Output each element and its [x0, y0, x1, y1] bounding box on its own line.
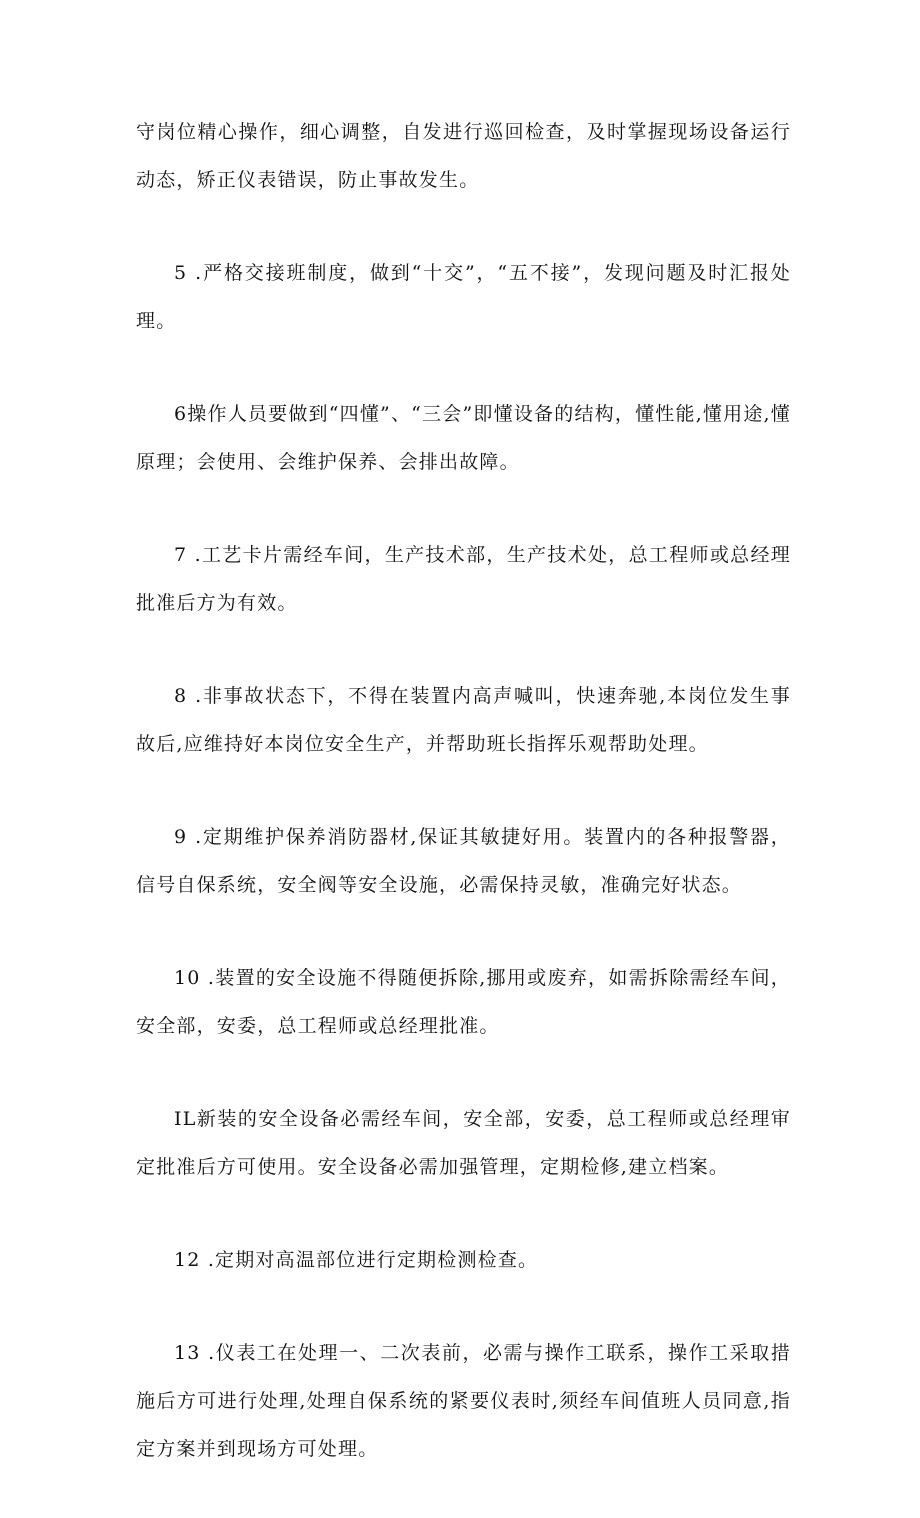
paragraph-continuation: 守岗位精心操作，细心调整，自发进行巡回检查，及时掌握现场设备运行动态，矫正仪表错误，防止事故发生。 [136, 121, 791, 191]
paragraph-item-11: IL新装的安全设备必需经车间，安全部，安委，总工程师或总经理审定批准后方可使用。安全设备必需加强管理，定期检修,建立档案。 [136, 1108, 791, 1178]
document-body [136, 108, 791, 1518]
paragraph-item-13: 13 .仪表工在处理一、二次表前，必需与操作工联系，操作工采取措施后方可进行处理,处理自保系统的紧要仪表时,须经车间值班人员同意,指定方案并到现场方可处理。 [136, 1342, 791, 1460]
paragraph-item-10: 10 .装置的安全设施不得随便拆除,挪用或废弃，如需拆除需经车间，安全部，安委，总工程师或总经理批准。 [136, 967, 791, 1037]
paragraph-item-6: 6操作人员要做到“四懂”、“三会”即懂设备的结构，懂性能,懂用途,懂原理；会使用、会维护保养、会排出故障。 [136, 403, 791, 473]
paragraph-item-7: 7 .工艺卡片需经车间，生产技术部，生产技术处，总工程师或总经理批准后方为有效。 [136, 544, 791, 614]
paragraph-item-8: 8 .非事故状态下，不得在装置内高声喊叫，快速奔驰,本岗位发生事故后,应维持好本岗位安全生产，并帮助班长指挥乐观帮助处理。 [136, 685, 791, 755]
paragraph-item-12: 12 .定期对高温部位进行定期检测检查。 [174, 1249, 539, 1271]
paragraph-item-5: 5 .严格交接班制度，做到“十交”，“五不接”，发现问题及时汇报处理。 [136, 262, 791, 332]
paragraph-item-9: 9 .定期维护保养消防器材,保证其敏捷好用。装置内的各种报警器，信号自保系统，安全阀等安全设施，必需保持灵敏，准确完好状态。 [136, 826, 791, 896]
